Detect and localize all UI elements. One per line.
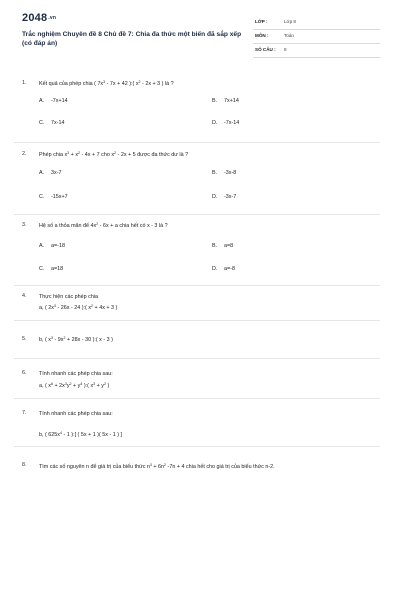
- question-text: Tính nhanh các phép chia sau:: [39, 411, 113, 417]
- meta-value: Toán: [284, 33, 294, 38]
- document-title: Trắc nghiệm Chuyên đề 8 Chủ đề 7: Chia đa thức một biến đã sắp xếp (có đáp án): [22, 31, 242, 47]
- divider: [14, 358, 380, 359]
- question-text: Tìm các số nguyên n để giá trị của biểu thức $n^3 + 6n^2$ -7n + 4 chia hết cho giá trị của biểu thức n-2.: [39, 463, 275, 470]
- meta-row-count: [253, 44, 380, 58]
- question-number: 7.: [22, 410, 27, 416]
- divider: [14, 446, 380, 447]
- divider: [14, 214, 380, 215]
- meta-value: 8: [284, 47, 287, 52]
- meta-value: Lớp 8: [284, 19, 296, 24]
- option-b[interactable]: B. 7x+14: [212, 98, 239, 104]
- question-number: 8.: [22, 462, 27, 468]
- question-number: 2.: [22, 151, 27, 157]
- question-number: 3.: [22, 222, 27, 228]
- question-subpart: b, ( $625x^4 - 1$ ):[ ( 5x + 1 )( 5x - 1 ) ]: [39, 431, 123, 438]
- question-number: 1.: [22, 80, 27, 86]
- meta-info: [253, 16, 380, 58]
- logo-main: 2048: [22, 12, 48, 24]
- meta-row-subject: [253, 30, 380, 44]
- meta-label: LỚP :: [255, 19, 268, 24]
- question-text: Hệ số a thỏa mãn để $4x^2 - 6x + a$ chia hết có x - 3 là ?: [39, 222, 168, 229]
- question-text: Kết quả của phép chia ( $7x^3 - 7x + 42$ ):( $x^2 - 2x + 3$ ) là ?: [39, 80, 174, 87]
- option-b[interactable]: B. a=8: [212, 243, 234, 249]
- divider: [14, 285, 380, 286]
- question-number: 6.: [22, 370, 27, 376]
- question-text: b, ( $x^3 - 9x^2 + 28x - 30$ ):( x - 3 ): [39, 336, 113, 343]
- option-a[interactable]: A. a=-18: [39, 243, 65, 249]
- option-b[interactable]: B. -3x-8: [212, 170, 237, 176]
- option-a[interactable]: A. 3x-7: [39, 170, 62, 176]
- option-a[interactable]: A. -7x+14: [39, 98, 68, 104]
- option-c[interactable]: C. a=18: [39, 266, 64, 272]
- option-d[interactable]: D. -7x-14: [212, 120, 240, 126]
- option-c[interactable]: C. -15x+7: [39, 194, 68, 200]
- header: [22, 12, 380, 62]
- question-subpart: a, ( $x^6 + 2x^3y^2 + y^4$ ):( $x^3 + y^2$ ): [39, 382, 110, 389]
- divider: [14, 398, 380, 399]
- option-d[interactable]: D. -3x-7: [212, 194, 237, 200]
- meta-label: SỐ CÂU :: [255, 47, 276, 52]
- question-number: 5.: [22, 336, 27, 342]
- site-logo[interactable]: [22, 12, 56, 24]
- divider: [14, 320, 380, 321]
- question-number: 4.: [22, 293, 27, 299]
- option-c[interactable]: C. 7x-14: [39, 120, 65, 126]
- option-d[interactable]: D. a=-8: [212, 266, 235, 272]
- logo-suffix: .vn: [48, 15, 57, 22]
- meta-label: MÔN :: [255, 33, 269, 38]
- question-text: Tính nhanh các phép chia sau:: [39, 371, 113, 377]
- meta-row-class: [253, 16, 380, 30]
- question-subpart: a, ( $2x^3 - 26x - 24$ ):( $x^2 + 4x + 3$ ): [39, 304, 118, 311]
- question-text: Thực hiện các phép chia: [39, 294, 99, 300]
- question-text: Phép chia $x^3 + x^2 - 4x + 7$ cho $x^2 - 2x + 5$ được đa thức dư là ?: [39, 151, 189, 158]
- divider: [14, 142, 380, 143]
